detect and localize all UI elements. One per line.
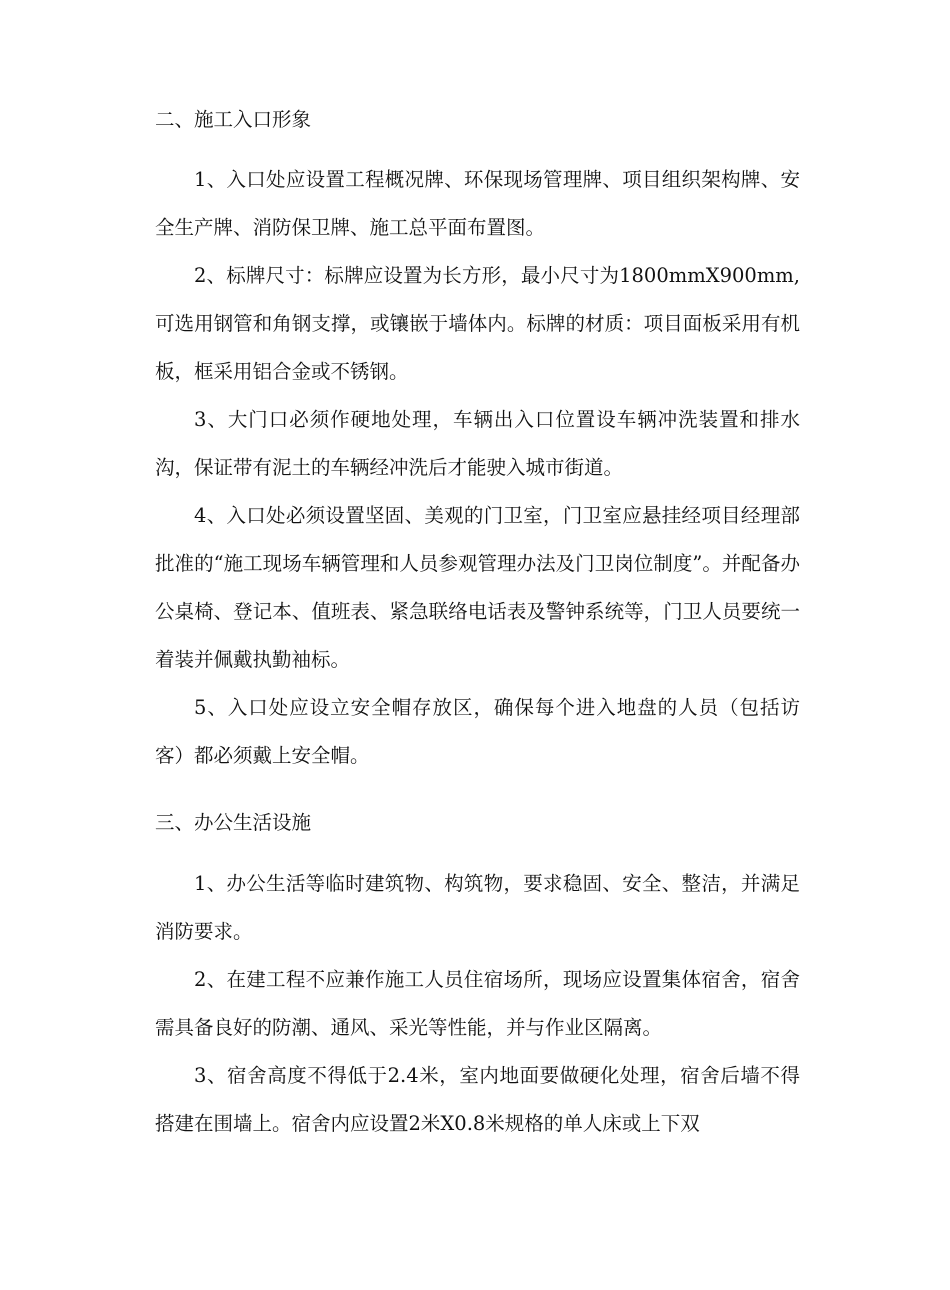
section-heading-office-living: 三、办公生活设施 [155,811,312,834]
paragraph-entrance-4: 4、入口处必须设置坚固、美观的门卫室，门卫室应悬挂经项目经理部批准的“施工现场车辆管理和人员参观管理办法及门卫岗位制度”。并配备办公桌椅、登记本、值班表、紧急联络电话表及警钟系统等，门卫人员要统一着装并佩戴执勤袖标。 [155,504,800,671]
paragraph-entrance-2: 2、标牌尺寸：标牌应设置为长方形，最小尺寸为1800mmX900mm,可选用钢管和角钢支撑，或镶嵌于墙体内。标牌的材质：项目面板采用有机板，框采用铝合金或不锈钢。 [155,264,800,383]
section-heading-entrance: 二、施工入口形象 [155,108,312,131]
paragraph-office-1: 1、办公生活等临时建筑物、构筑物，要求稳固、安全、整洁，并满足消防要求。 [155,872,800,943]
paragraph-office-2: 2、在建工程不应兼作施工人员住宿场所，现场应设置集体宿舍，宿舍需具备良好的防潮、通风、采光等性能，并与作业区隔离。 [155,968,800,1039]
paragraph-entrance-3: 3、大门口必须作硬地处理，车辆出入口位置设车辆冲洗装置和排水沟，保证带有泥土的车辆经冲洗后才能驶入城市街道。 [155,408,800,479]
paragraph-office-3: 3、宿舍高度不得低于2.4米，室内地面要做硬化处理，宿舍后墙不得搭建在围墙上。宿舍内应设置2米X0.8米规格的单人床或上下双 [155,1064,800,1135]
paragraph-entrance-5: 5、入口处应设立安全帽存放区，确保每个进入地盘的人员（包括访客）都必须戴上安全帽。 [155,696,800,767]
paragraph-entrance-1: 1、入口处应设置工程概况牌、环保现场管理牌、项目组织架构牌、安全生产牌、消防保卫牌、施工总平面布置图。 [155,168,800,239]
